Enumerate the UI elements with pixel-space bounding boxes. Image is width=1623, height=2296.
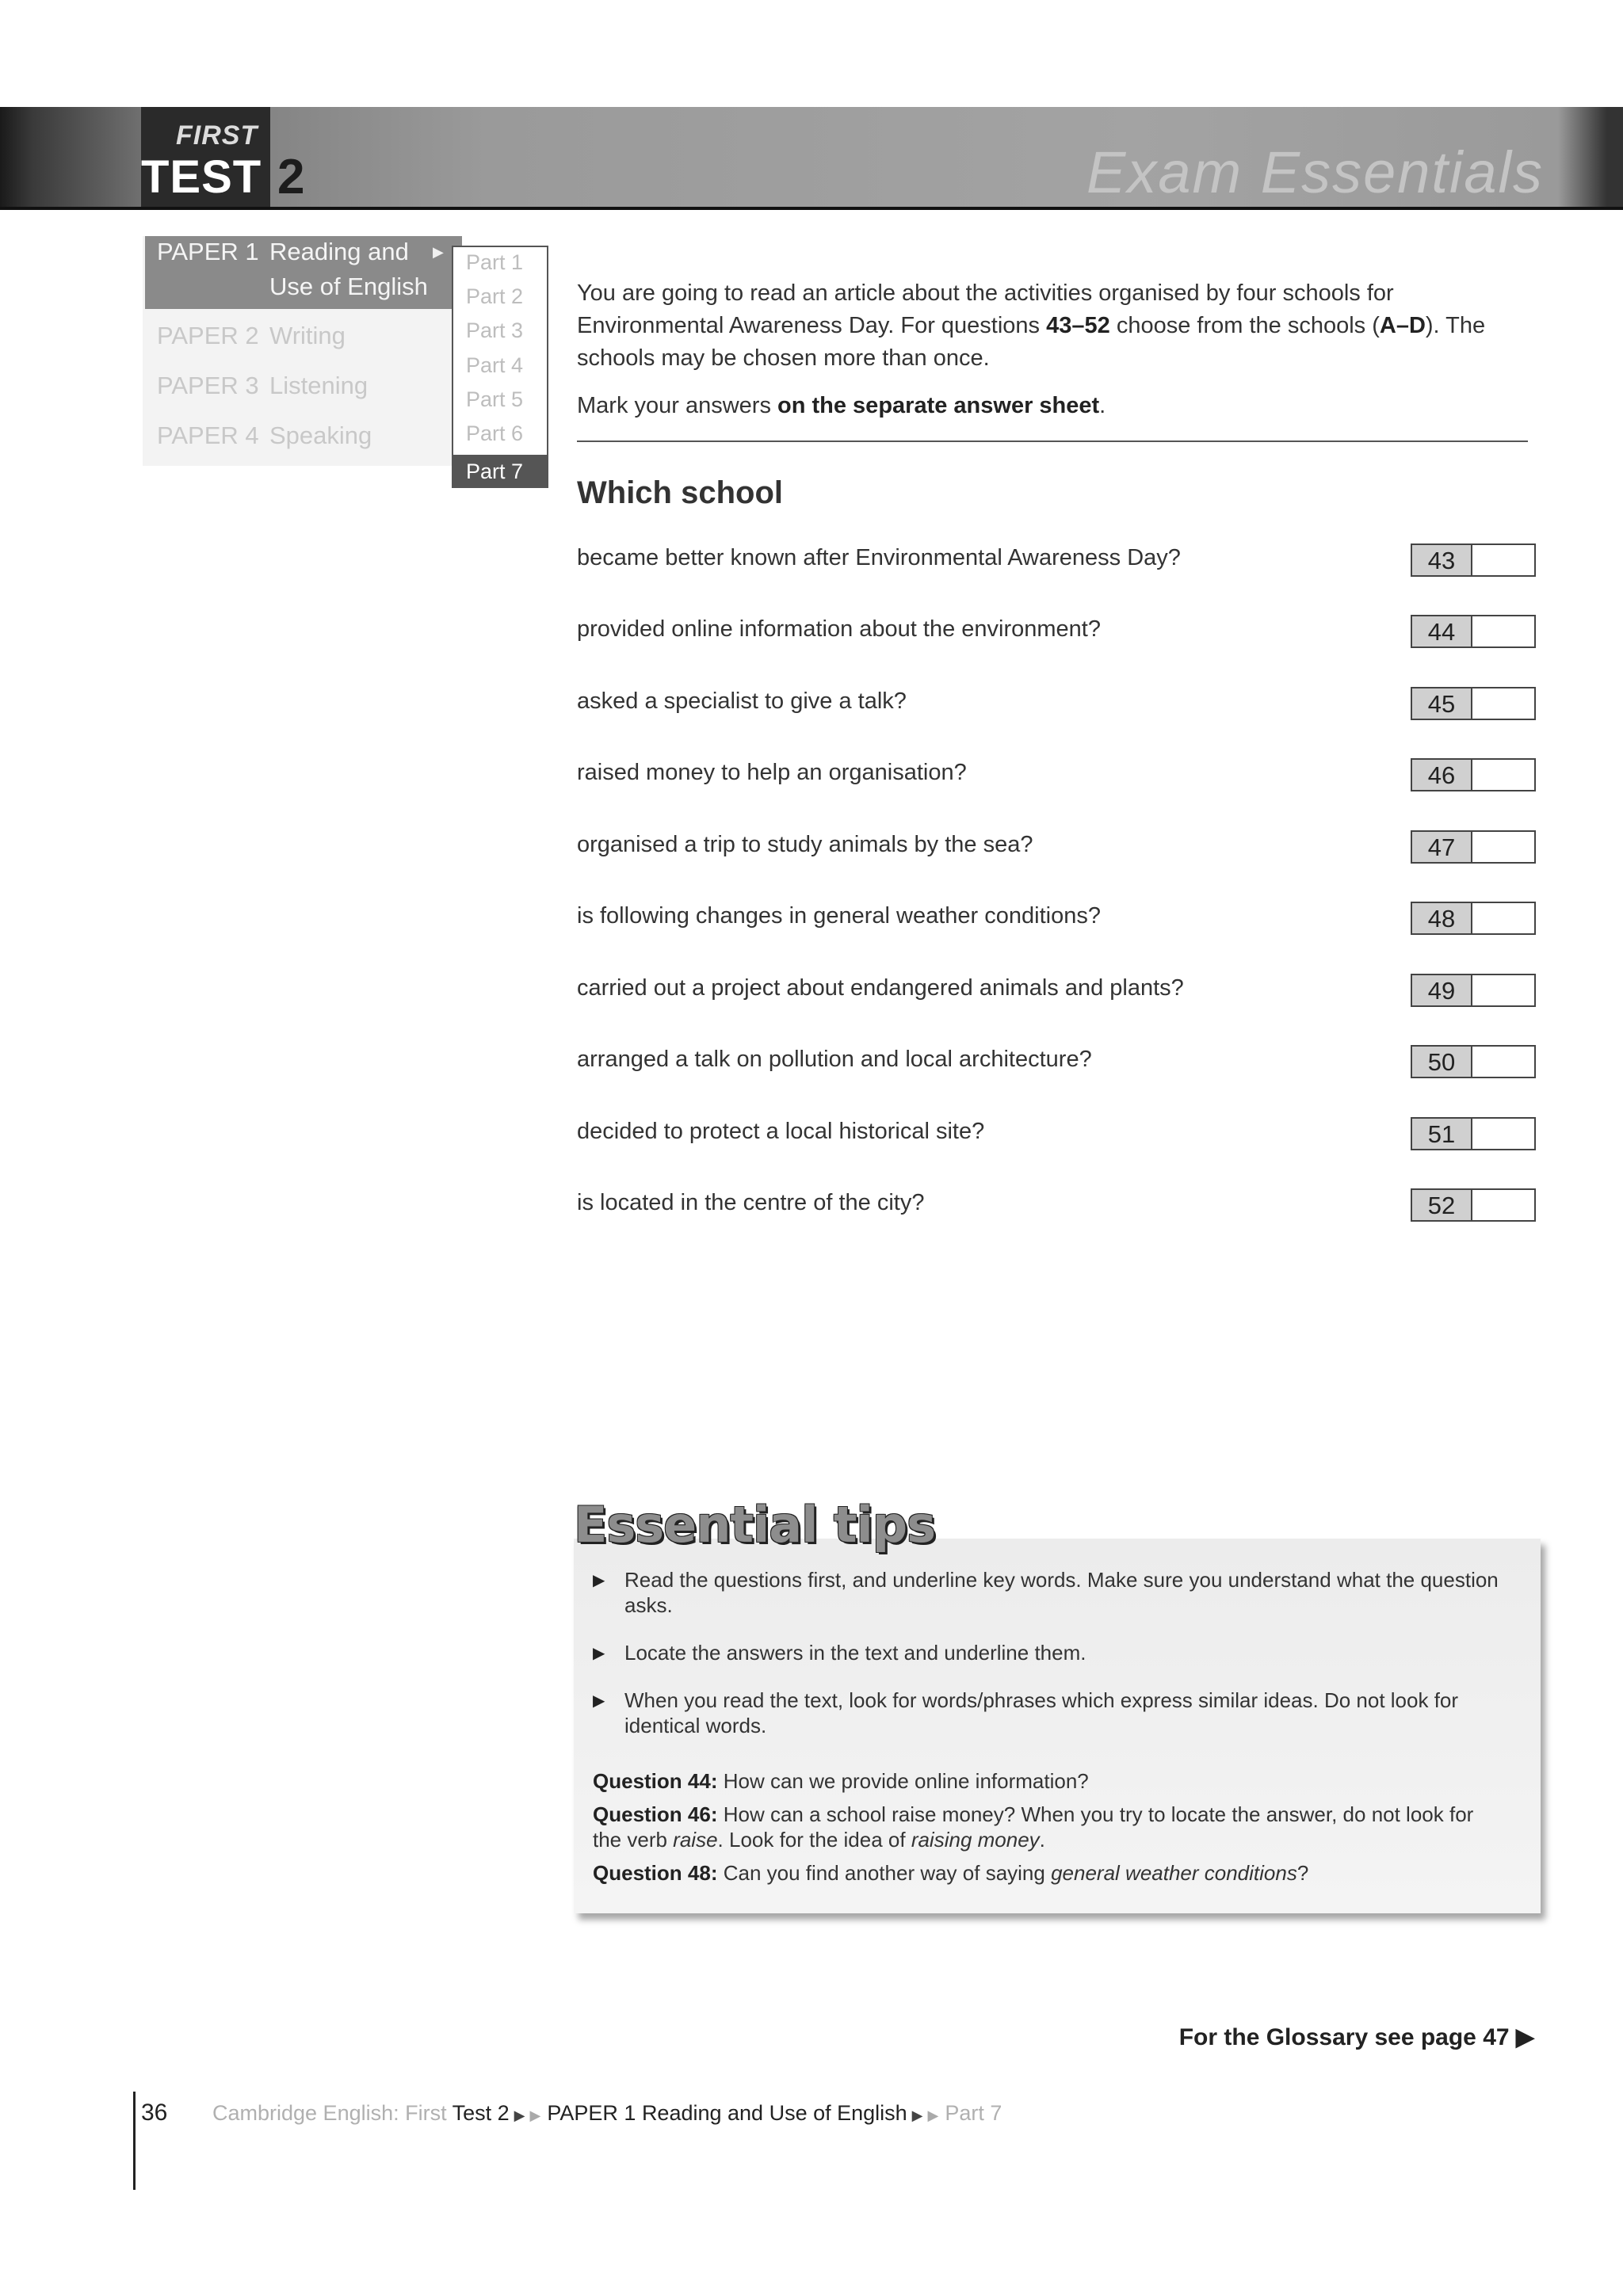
note-text: Can you find another way of saying xyxy=(717,1861,1052,1885)
breadcrumb xyxy=(212,2101,1002,2126)
note-text: ? xyxy=(1296,1861,1309,1885)
question-text: is following changes in general weather conditions? xyxy=(577,903,1101,929)
bullet-arrow-icon: ▶ xyxy=(593,1692,605,1710)
answer-sheet-note xyxy=(577,390,1536,422)
breadcrumb-test: Test 2 xyxy=(452,2101,510,2125)
note-text: . Look for the idea of xyxy=(717,1828,911,1852)
question-text: became better known after Environmental Awareness Day? xyxy=(577,545,1181,570)
paper-name: Listening xyxy=(269,372,369,399)
questions-heading: Which school xyxy=(577,475,783,510)
breadcrumb-part: Part 7 xyxy=(945,2101,1002,2125)
tip-question-note xyxy=(593,1768,1496,1794)
tip-item: Read the questions first, and underline key words. Make sure you understand what the question asks. xyxy=(624,1568,1499,1617)
footer-rule xyxy=(133,2092,136,2190)
tip-item: Locate the answers in the text and underline them. xyxy=(624,1641,1086,1665)
answer-box[interactable] xyxy=(1472,974,1536,1007)
instructions-text: ). The schools may be chosen more than once. xyxy=(577,313,1486,371)
first-label: FIRST xyxy=(176,120,258,151)
note-text: How can a school raise money? When you try to locate the answer, do not look for the verb xyxy=(593,1802,1474,1852)
tip-item: When you read the text, look for words/phrases which express similar ideas. Do not look for identical words. xyxy=(624,1688,1459,1737)
note-label: Question 46: xyxy=(593,1802,718,1826)
triangle-right-icon: ▶ xyxy=(433,244,444,260)
question-number: 44 xyxy=(1411,615,1472,648)
page-number: 36 xyxy=(141,2100,168,2126)
paper-number: PAPER 2 xyxy=(157,322,259,349)
nav-part-3[interactable]: Part 3 xyxy=(466,318,524,342)
answer-box[interactable] xyxy=(1472,543,1536,577)
question-number: 52 xyxy=(1411,1188,1472,1222)
breadcrumb-paper: PAPER 1 xyxy=(547,2101,636,2125)
answer-box[interactable] xyxy=(1472,1117,1536,1150)
paper-name: Writing xyxy=(269,322,346,349)
triangle-right-icon: ▶ xyxy=(529,2107,541,2123)
question-range: 43–52 xyxy=(1046,313,1110,338)
breadcrumb-series: Cambridge English: First xyxy=(212,2101,447,2125)
paper-number: PAPER 4 xyxy=(157,421,259,449)
triangle-right-icon: ▶ xyxy=(927,2107,939,2123)
divider xyxy=(577,441,1528,442)
question-number: 43 xyxy=(1411,543,1472,577)
paper-number: PAPER 1 xyxy=(157,238,259,265)
triangle-right-icon: ▶ xyxy=(514,2107,525,2123)
question-text: decided to protect a local historical site? xyxy=(577,1119,985,1144)
instructions-text: You are going to read an article about the activities organised by four schools for Environmental Awareness Day. For questions xyxy=(577,280,1394,338)
instructions-text: Mark your answers xyxy=(577,393,778,418)
glossary-link[interactable] xyxy=(1179,2023,1534,2051)
answer-box[interactable] xyxy=(1472,830,1536,864)
breadcrumb-paper-name: Reading and Use of English xyxy=(641,2101,907,2125)
note-label: Question 44: xyxy=(593,1769,718,1793)
bullet-arrow-icon: ▶ xyxy=(593,1572,605,1589)
note-text: How can we provide online information? xyxy=(717,1769,1089,1793)
note-emphasis: raising money xyxy=(911,1828,1040,1852)
nav-part-7[interactable]: Part 7 xyxy=(452,455,548,488)
question-number: 45 xyxy=(1411,687,1472,720)
paper-name: Reading and xyxy=(269,238,409,265)
question-text: carried out a project about endangered animals and plants? xyxy=(577,975,1184,1001)
instructions xyxy=(577,277,1536,375)
instructions-emphasis: on the separate answer sheet xyxy=(777,393,1100,418)
school-letters: A–D xyxy=(1379,313,1426,338)
note-emphasis: raise xyxy=(673,1828,718,1852)
nav-part-4[interactable]: Part 4 xyxy=(466,353,524,377)
question-text: asked a specialist to give a talk? xyxy=(577,688,907,714)
note-label: Question 48: xyxy=(593,1861,718,1885)
note-emphasis: general weather conditions xyxy=(1051,1861,1297,1885)
question-number: 48 xyxy=(1411,902,1472,935)
paper-name: Speaking xyxy=(269,421,372,449)
answer-box[interactable] xyxy=(1472,758,1536,791)
question-number: 49 xyxy=(1411,974,1472,1007)
answer-box[interactable] xyxy=(1472,902,1536,935)
answer-box[interactable] xyxy=(1472,687,1536,720)
question-number: 47 xyxy=(1411,830,1472,864)
nav-part-2[interactable]: Part 2 xyxy=(466,284,524,308)
tip-question-note xyxy=(593,1802,1496,1852)
question-number: 50 xyxy=(1411,1045,1472,1078)
nav-part-1[interactable]: Part 1 xyxy=(466,250,524,274)
question-text: is located in the centre of the city? xyxy=(577,1190,925,1215)
tip-question-note xyxy=(593,1860,1496,1886)
instructions-text: . xyxy=(1099,393,1106,418)
question-text: arranged a talk on pollution and local architecture? xyxy=(577,1047,1092,1072)
question-text: provided online information about the environment? xyxy=(577,616,1101,642)
answer-box[interactable] xyxy=(1472,1045,1536,1078)
triangle-right-icon: ▶ xyxy=(1515,2024,1534,2050)
question-number: 51 xyxy=(1411,1117,1472,1150)
bullet-arrow-icon: ▶ xyxy=(593,1645,605,1662)
paper-number: PAPER 3 xyxy=(157,372,259,399)
glossary-text: For the Glossary see page 47 xyxy=(1178,2024,1510,2050)
answer-box[interactable] xyxy=(1472,615,1536,648)
test-number: 2 xyxy=(277,150,305,204)
tips-title: Essential tips xyxy=(574,1496,936,1554)
note-text: . xyxy=(1039,1828,1045,1852)
question-text: organised a trip to study animals by the sea? xyxy=(577,832,1033,857)
paper-name: Use of English xyxy=(269,273,428,300)
nav-part-5[interactable]: Part 5 xyxy=(466,387,524,411)
section-title: Exam Essentials xyxy=(1086,139,1544,205)
answer-box[interactable] xyxy=(1472,1188,1536,1222)
nav-part-6[interactable]: Part 6 xyxy=(466,421,524,445)
triangle-right-icon: ▶ xyxy=(911,2107,923,2123)
instructions-text: choose from the schools ( xyxy=(1109,313,1380,338)
question-text: raised money to help an organisation? xyxy=(577,760,967,785)
question-number: 46 xyxy=(1411,758,1472,791)
test-label: TEST xyxy=(141,151,262,203)
